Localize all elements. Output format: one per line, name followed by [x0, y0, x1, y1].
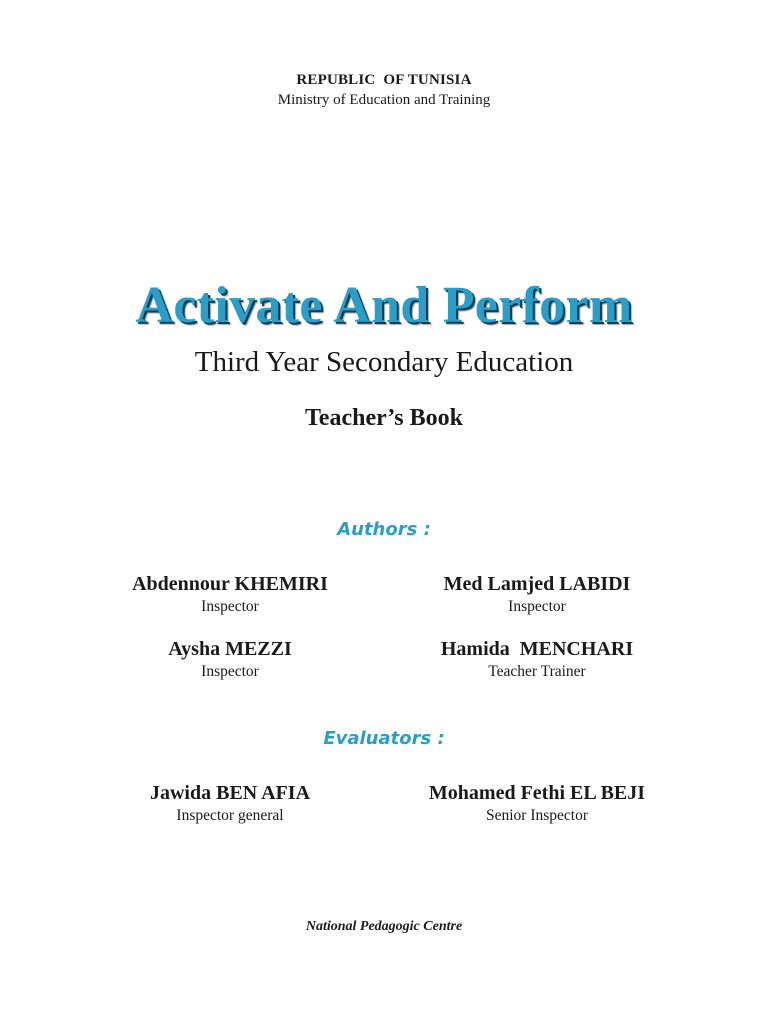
- evaluator-entry: [372, 781, 702, 827]
- book-type: Teacher’s Book: [305, 405, 463, 431]
- book-subtitle: Third Year Secondary Education: [194, 346, 574, 378]
- evaluator-entry: [65, 781, 395, 827]
- publisher-name: National Pedagogic Centre: [305, 919, 463, 934]
- author-name: Hamida MENCHARI: [440, 638, 634, 660]
- evaluator-name: Mohamed Fethi EL BEJI: [428, 782, 646, 804]
- ministry-name: Ministry of Education and Training: [277, 92, 491, 108]
- evaluator-role: Senior Inspector: [485, 807, 588, 824]
- author-name: Aysha MEZZI: [168, 638, 292, 660]
- author-role: Teacher Trainer: [488, 663, 586, 680]
- country-name: REPUBLIC OF TUNISIA: [296, 72, 472, 88]
- author-entry: [65, 572, 395, 618]
- evaluators-heading: Evaluators :: [323, 728, 445, 749]
- author-entry: [372, 572, 702, 618]
- book-title: Activate And Perform: [135, 277, 633, 334]
- author-entry: [372, 637, 702, 683]
- author-role: Inspector: [201, 663, 259, 680]
- evaluator-name: Jawida BEN AFIA: [149, 782, 311, 804]
- evaluator-role: Inspector general: [176, 807, 284, 824]
- author-name: Med Lamjed LABIDI: [443, 573, 631, 595]
- authors-heading: Authors :: [337, 519, 431, 540]
- author-entry: [65, 637, 395, 683]
- author-name: Abdennour KHEMIRI: [132, 573, 328, 595]
- author-role: Inspector: [201, 598, 259, 615]
- author-role: Inspector: [508, 598, 566, 615]
